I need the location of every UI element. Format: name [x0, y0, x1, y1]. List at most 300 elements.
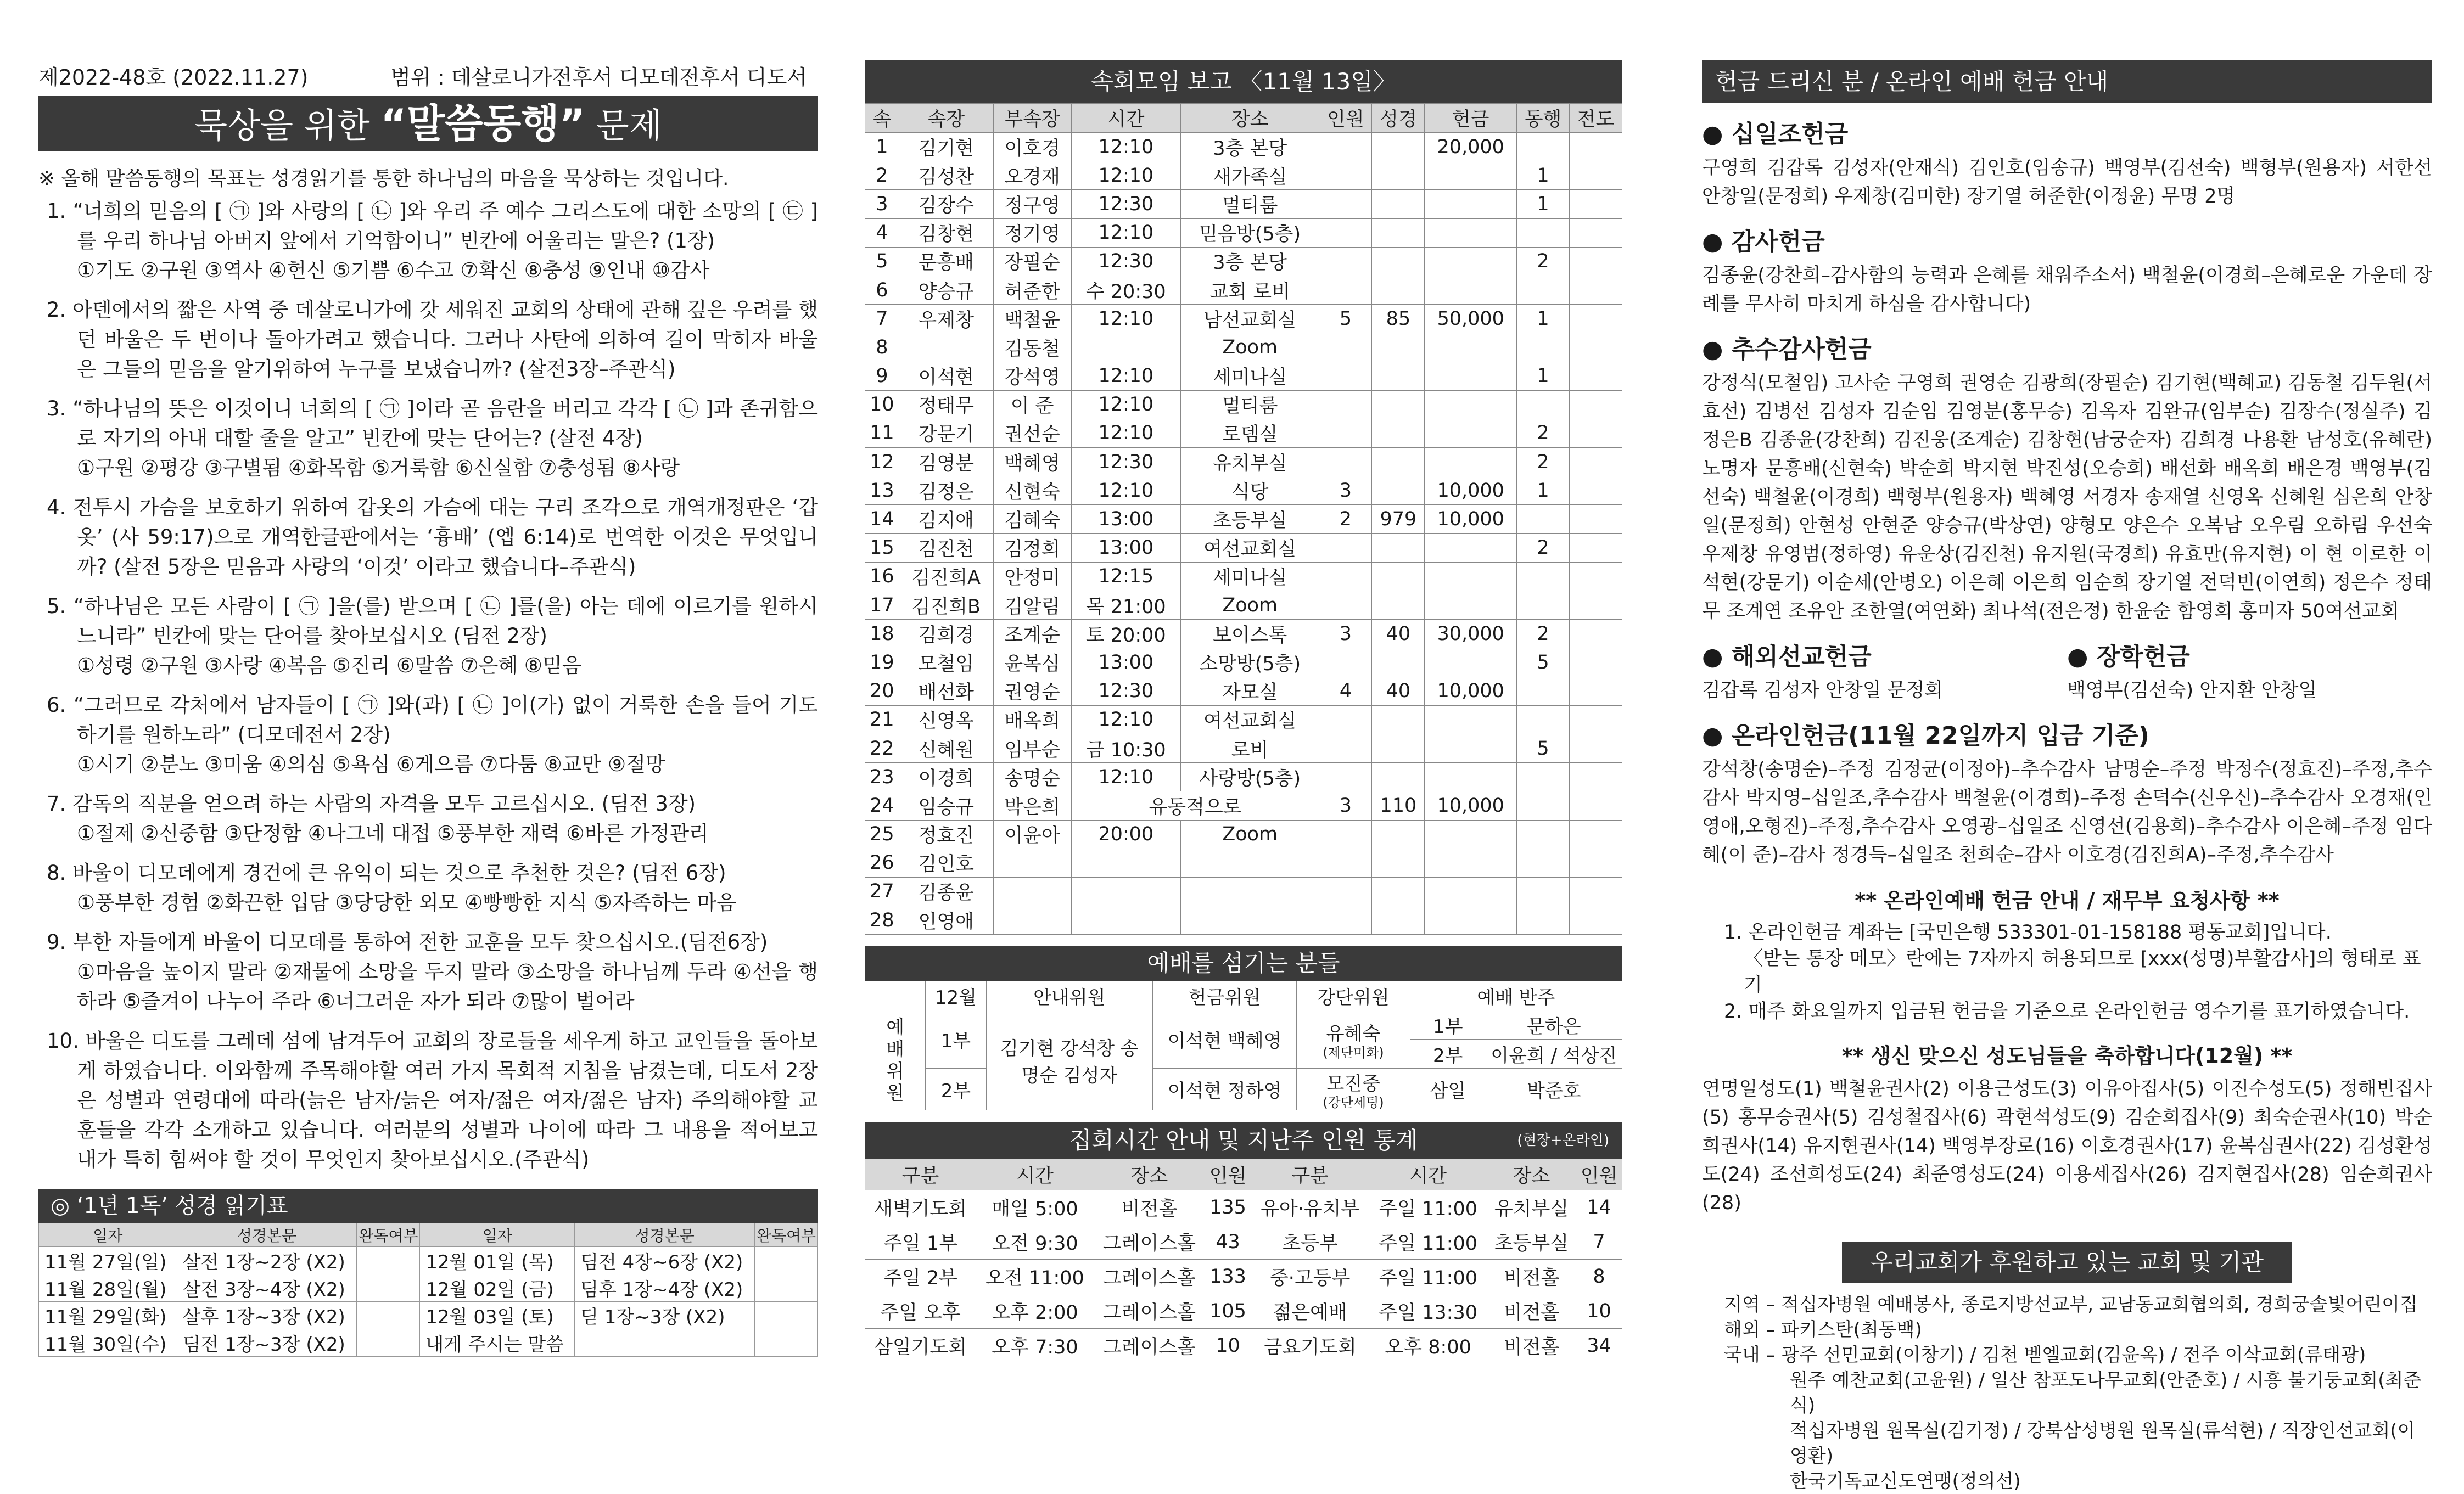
attendance-cell: [1569, 562, 1622, 591]
attendance-cell: [1372, 476, 1425, 505]
stats-cell: 주일 1부: [865, 1225, 976, 1260]
attendance-cell: 새가족실: [1180, 161, 1319, 190]
stats-cell: 주일 11:00: [1369, 1225, 1487, 1260]
offerings-title: 헌금 드리신 분 / 온라인 예배 헌금 안내: [1702, 60, 2432, 103]
question-options: ①시기 ②분노 ③미움 ④의심 ⑤욕심 ⑥게으름 ⑦다툼 ⑧교만 ⑨절망: [77, 752, 665, 776]
attendance-cell: 김지애: [899, 505, 993, 533]
attendance-cell: [1517, 849, 1570, 877]
attendance-cell: 10,000: [1425, 791, 1517, 820]
attendance-title: 속회모임 보고 〈11월 13일〉: [865, 60, 1622, 103]
attendance-cell: 4: [1319, 677, 1372, 705]
stats-header: 시간: [1369, 1159, 1487, 1190]
attendance-cell: 2: [1517, 247, 1570, 276]
servers-leader-2-label: 2부: [1410, 1040, 1486, 1069]
attendance-cell: [1319, 562, 1372, 591]
reading-cell: [357, 1302, 420, 1329]
attendance-cell: 정기영: [993, 218, 1071, 247]
stats-cell: 비전홀: [1094, 1190, 1205, 1225]
stats-cell: 133: [1205, 1260, 1251, 1294]
question-options: ①성령 ②구원 ③사랑 ④복음 ⑤진리 ⑥말씀 ⑦은혜 ⑧믿음: [77, 654, 582, 677]
attendance-row: [865, 190, 1622, 218]
attendance-cell: 85: [1372, 305, 1425, 333]
attendance-cell: 12: [865, 448, 899, 476]
stats-cell: 새벽기도회: [865, 1190, 976, 1225]
question-text: 3. “하나님의 뜻은 이것이니 너희의 [ ㉠ ]이라 곧 음란을 버리고 각각 [ ㉡ ]과 존귀함으로 자기의 아내 대할 줄을 알고” 빈칸에 맞는 단어는? (살전 4장): [47, 397, 818, 450]
attendance-cell: 이석현: [899, 362, 993, 390]
attendance-row: [865, 820, 1622, 849]
attendance-cell: 권영순: [993, 677, 1071, 705]
reading-plan-title: ◎ ‘1년 1독’ 성경 읽기표: [38, 1189, 818, 1223]
question-options: ①구원 ②평강 ③구별됨 ④화목함 ⑤거룩함 ⑥신실함 ⑦충성됨 ⑧사랑: [77, 456, 680, 480]
attendance-cell: [1517, 677, 1570, 705]
stats-header: 인원: [1205, 1159, 1251, 1190]
attendance-cell: 12:10: [1071, 305, 1180, 333]
attendance-cell: [1372, 533, 1425, 562]
stats-cell: 7: [1576, 1225, 1622, 1260]
attendance-row: [865, 591, 1622, 620]
attendance-cell: 30,000: [1425, 620, 1517, 648]
attendance-row: [865, 161, 1622, 190]
attendance-cell: 김희경: [899, 620, 993, 648]
reading-header: 완독여부: [357, 1223, 420, 1247]
attendance-cell: 12:10: [1071, 763, 1180, 791]
attendance-cell: 안정미: [993, 562, 1071, 591]
stats-header: 구분: [1251, 1159, 1369, 1190]
attendance-cell: [1425, 705, 1517, 734]
reading-row: [39, 1274, 818, 1302]
attendance-cell: 2: [1517, 620, 1570, 648]
attendance-cell: 13: [865, 476, 899, 505]
attendance-cell: 김진희A: [899, 562, 993, 591]
attendance-cell: 권선순: [993, 419, 1071, 447]
attendance-cell: [1180, 877, 1319, 906]
attendance-cell: 김동철: [993, 333, 1071, 362]
attendance-header: 인원: [1319, 104, 1372, 133]
attendance-cell: 신현숙: [993, 476, 1071, 505]
attendance-cell: 17: [865, 591, 899, 620]
thanks-names: 김종윤(강찬희–감사함의 능력과 은혜를 채워주소서) 백철윤(이경희–은혜로운 가운데 장례를 무사히 마치게 하심을 감사합니다): [1702, 265, 2432, 315]
stats-cell: 그레이스홀: [1094, 1225, 1205, 1260]
attendance-cell: [1517, 906, 1570, 935]
attendance-row: [865, 533, 1622, 562]
attendance-cell: 세미나실: [1180, 562, 1319, 591]
servers-leader-1-label: 1부: [1410, 1010, 1486, 1040]
stats-cell: 10: [1205, 1329, 1251, 1363]
attendance-cell: [993, 849, 1071, 877]
attendance-cell: 김성찬: [899, 161, 993, 190]
attendance-cell: 40: [1372, 677, 1425, 705]
stats-table: [865, 1159, 1622, 1363]
servers-row-label: 예배위원: [865, 1010, 926, 1110]
attendance-cell: 979: [1372, 505, 1425, 533]
stats-cell: 오전 11:00: [976, 1260, 1094, 1294]
attendance-row: [865, 247, 1622, 276]
attendance-header: 장소: [1180, 104, 1319, 133]
attendance-cell: 5: [865, 247, 899, 276]
reading-cell: 11월 28일(월): [39, 1274, 177, 1302]
attendance-cell: 50,000: [1425, 305, 1517, 333]
attendance-cell: 3: [1319, 620, 1372, 648]
attendance-row: [865, 705, 1622, 734]
attendance-cell: 12:15: [1071, 562, 1180, 591]
attendance-cell: [1425, 247, 1517, 276]
question-text: 4. 전투시 가슴을 보호하기 위하여 갑옷의 가슴에 대는 구리 조각으로 개역개정판은 ‘갑옷’ (사 59:17)으로 개역한글판에서는 ‘흉배’ (엡 6:14)로 번역한 이것은 무엇입니까? (살전 5장은 믿음과 사랑의 ‘이것’ 이라고 했습니다–주관식): [47, 496, 818, 578]
attendance-cell: 금 10:30: [1071, 734, 1180, 762]
attendance-cell: [1517, 877, 1570, 906]
support-title: 우리교회가 후원하고 있는 교회 및 기관: [1842, 1242, 2292, 1283]
reading-row: [39, 1302, 818, 1329]
reading-row: [39, 1247, 818, 1274]
attendance-cell: [1372, 820, 1425, 849]
attendance-row: [865, 648, 1622, 677]
attendance-cell: 믿음방(5층): [1180, 218, 1319, 247]
question-text: 8. 바울이 디모데에게 경건에 큰 유익이 되는 것으로 추천한 것은? (딤전 6장): [47, 861, 726, 885]
stats-cell: 매일 5:00: [976, 1190, 1094, 1225]
attendance-cell: 강문기: [899, 419, 993, 447]
attendance-cell: 2: [865, 161, 899, 190]
attendance-header: 속장: [899, 104, 993, 133]
attendance-cell: [1569, 305, 1622, 333]
attendance-cell: [1319, 763, 1372, 791]
harvest-heading: ● 추수감사헌금: [1702, 335, 1872, 363]
attendance-cell: [1372, 333, 1425, 362]
stats-header: 시간: [976, 1159, 1094, 1190]
attendance-cell: [1425, 533, 1517, 562]
attendance-cell: 모철임: [899, 648, 993, 677]
attendance-cell: [1372, 161, 1425, 190]
question-text: 10. 바울은 디도를 그레데 섬에 남겨두어 교회의 장로들을 세우게 하고 교인들을 돌아보게 하였습니다. 이와함께 주목해야할 여러 가지 목회적 지침을 남겼는데, 디도서 2장은 성별과 연령대에 따라(늙은 남자/늙은 여자/젊은 여자/젊은 남자) 주의해야할 교훈들을 각각 소개하고 있습니다. 여러분의 성별과 나이에 따라 그 내용을 적어보고 내가 특히 힘써야 할 것이 무엇인지 찾아보십시오.(주관식): [47, 1029, 818, 1171]
attendance-cell: 13:00: [1071, 648, 1180, 677]
attendance-cell: [1372, 276, 1425, 304]
attendance-cell: [1569, 791, 1622, 820]
reading-cell: 딤후 1장~4장 (X2): [575, 1274, 755, 1302]
attendance-row: [865, 734, 1622, 762]
attendance-cell: 목 21:00: [1071, 591, 1180, 620]
attendance-cell: [1319, 161, 1372, 190]
attendance-cell: 이윤아: [993, 820, 1071, 849]
stats-cell: 비전홀: [1487, 1260, 1576, 1294]
attendance-cell: 3: [865, 190, 899, 218]
attendance-cell: 110: [1372, 791, 1425, 820]
attendance-cell: 김영분: [899, 448, 993, 476]
attendance-cell: 20: [865, 677, 899, 705]
question-item: [38, 394, 818, 483]
attendance-cell: [1319, 877, 1372, 906]
attendance-cell: 1: [1517, 305, 1570, 333]
attendance-cell: 19: [865, 648, 899, 677]
attendance-cell: [1517, 133, 1570, 161]
attendance-cell: 임승규: [899, 791, 993, 820]
attendance-cell: 1: [1517, 476, 1570, 505]
goal-note: ※ 올해 말씀동행의 목표는 성경읽기를 통한 하나님의 마음을 묵상하는 것입니다.: [38, 167, 729, 190]
servers-pulpit-2: 모진중 (강단세팅): [1297, 1069, 1410, 1110]
attendance-cell: 윤복심: [993, 648, 1071, 677]
stats-row: [865, 1294, 1622, 1329]
attendance-row: [865, 305, 1622, 333]
attendance-cell: [1071, 877, 1180, 906]
attendance-cell: 백철윤: [993, 305, 1071, 333]
attendance-cell: 10,000: [1425, 677, 1517, 705]
stats-cell: 초등부: [1251, 1225, 1369, 1260]
stats-cell: 43: [1205, 1225, 1251, 1260]
attendance-cell: 배옥희: [993, 705, 1071, 734]
attendance-cell: 20:00: [1071, 820, 1180, 849]
attendance-cell: [1180, 849, 1319, 877]
stats-cell: 그레이스홀: [1094, 1260, 1205, 1294]
online-heading: ● 온라인헌금(11월 22일까지 입금 기준): [1702, 722, 2149, 750]
attendance-cell: [1372, 877, 1425, 906]
attendance-cell: 1: [1517, 161, 1570, 190]
attendance-cell: 김진천: [899, 533, 993, 562]
stats-header: 장소: [1487, 1159, 1576, 1190]
attendance-cell: 토 20:00: [1071, 620, 1180, 648]
question-item: [38, 493, 818, 582]
stats-cell: 34: [1576, 1329, 1622, 1363]
attendance-cell: [1372, 419, 1425, 447]
reading-cell: 딤전 1장~3장 (X2): [177, 1329, 357, 1357]
attendance-cell: [1569, 190, 1622, 218]
attendance-cell: 13:00: [1071, 505, 1180, 533]
attendance-cell: 장필순: [993, 247, 1071, 276]
attendance-cell: [1425, 276, 1517, 304]
reading-cell: [575, 1329, 755, 1357]
attendance-cell: [1071, 906, 1180, 935]
reading-cell: [754, 1247, 817, 1274]
support-list: 지역 – 적십자병원 예배봉사, 종로지방선교부, 교남동교회협의회, 경희궁솔빛어린이집 해외 – 파키스탄(최동백) 국내 – 광주 선민교회(이창기) / 김천 벧엘교회(김윤옥) / 전주 이삭교회(류태광) 원주 예찬교회(고윤원) / 일산 참포도나무교회(안준호) / 시흥 불기둥교회(최준식) 적십자병원 원목실(김기정) / 강북삼성병원 원목실(류석현) / 직장인선교회(이영환) 한국기독교신도연맹(정의선): [1724, 1294, 2422, 1492]
attendance-cell: Zoom: [1180, 591, 1319, 620]
attendance-cell: [1569, 620, 1622, 648]
attendance-cell: [1569, 734, 1622, 762]
attendance-cell: [1569, 591, 1622, 620]
attendance-cell: 12:10: [1071, 390, 1180, 419]
attendance-cell: [1425, 820, 1517, 849]
attendance-cell: 백혜영: [993, 448, 1071, 476]
attendance-cell: 초등부실: [1180, 505, 1319, 533]
attendance-cell: [1372, 362, 1425, 390]
attendance-cell: [1517, 562, 1570, 591]
harvest-names: 강정식(모철임) 고사순 구영희 권영순 김광희(장필순) 김기현(백혜교) 김동철 김두원(서효선) 김병선 김성자 김순임 김영분(홍무승) 김옥자 김완규(임부순) 김장수(정실주) 김정은B 김종윤(강찬희) 김진웅(조계순) 김창현(남궁순자) 김희경 나용환 남성호(유혜란) 노명자 문흥배(신현숙) 박순희 박지현 박진성(오승희) 배선화 배옥희 배은경 백영부(김선숙) 백철윤(이경희) 백형부(원용자) 백혜영 서경자 송재열 신영옥 신혜원 심은희 안창일(문정희) 안현성 안현준 양승규(박상연) 양형모 양은수 오복남 오우림 오하림 우선숙 우제창 유영범(정하영) 유운상(김진천) 유지원(국경희) 유효만(유지현) 이 현 이로한 이석현(강문기) 이순세(안병오) 이은혜 이은희 임순희 장기열 전덕빈(이연희) 정은수 정태무 조계연 조유안 조한열(여연화) 최나석(전은정) 한윤순 함영희 홍미자 50여선교회: [1702, 372, 2432, 622]
question-list: [38, 196, 818, 1175]
attendance-cell: [1372, 734, 1425, 762]
attendance-cell: [1319, 218, 1372, 247]
attendance-header: 성경: [1372, 104, 1425, 133]
reading-cell: 살전 3장~4장 (X2): [177, 1274, 357, 1302]
stats-cell: 주일 13:30: [1369, 1294, 1487, 1329]
attendance-cell: 김진희B: [899, 591, 993, 620]
attendance-cell: 이 준: [993, 390, 1071, 419]
reading-header: 성경본문: [177, 1223, 357, 1247]
attendance-cell: [1425, 161, 1517, 190]
attendance-cell: [1372, 705, 1425, 734]
question-item: [38, 1026, 818, 1175]
attendance-row: [865, 677, 1622, 705]
attendance-cell: 5: [1517, 648, 1570, 677]
attendance-cell: 10: [865, 390, 899, 419]
stats-cell: 주일 2부: [865, 1260, 976, 1294]
scholarship-names: 백영부(김선숙) 안지환 안창일: [2067, 679, 2317, 701]
attendance-cell: 12:30: [1071, 677, 1180, 705]
attendance-cell: [1517, 791, 1570, 820]
reading-cell: 11월 29일(화): [39, 1302, 177, 1329]
attendance-cell: [1569, 448, 1622, 476]
thanks-heading: ● 감사헌금: [1702, 228, 1825, 256]
question-item: [38, 592, 818, 681]
stats-cell: 10: [1576, 1294, 1622, 1329]
attendance-cell: [1372, 390, 1425, 419]
stats-cell: 8: [1576, 1260, 1622, 1294]
stats-row: [865, 1260, 1622, 1294]
attendance-cell: [1372, 218, 1425, 247]
issue-number: 제2022-48호 (2022.11.27): [38, 65, 309, 89]
attendance-cell: 40: [1372, 620, 1425, 648]
reading-cell: [754, 1329, 817, 1357]
stats-row: [865, 1329, 1622, 1363]
attendance-cell: [1517, 591, 1570, 620]
attendance-cell: [1319, 849, 1372, 877]
attendance-cell: 유치부실: [1180, 448, 1319, 476]
attendance-cell: [1372, 562, 1425, 591]
attendance-cell: 로비: [1180, 734, 1319, 762]
attendance-cell: 8: [865, 333, 899, 362]
attendance-cell: [993, 906, 1071, 935]
reading-header: 성경본문: [575, 1223, 755, 1247]
attendance-cell: 6: [865, 276, 899, 304]
attendance-cell: 10,000: [1425, 505, 1517, 533]
attendance-cell: [1425, 362, 1517, 390]
attendance-row: [865, 620, 1622, 648]
attendance-row: [865, 791, 1622, 820]
attendance-row: [865, 505, 1622, 533]
attendance-header: 헌금: [1425, 104, 1517, 133]
reading-cell: 딛 1장~3장 (X2): [575, 1302, 755, 1329]
attendance-cell: [1569, 476, 1622, 505]
issue-line: [38, 60, 818, 96]
attendance-cell: [1319, 276, 1372, 304]
question-item: [38, 928, 818, 1016]
attendance-cell: [1569, 533, 1622, 562]
servers-leader-1: 문하은: [1486, 1010, 1622, 1040]
stats-cell: 주일 11:00: [1369, 1190, 1487, 1225]
attendance-header: 시간: [1071, 104, 1180, 133]
attendance-cell: [1372, 849, 1425, 877]
attendance-cell: 사랑방(5층): [1180, 763, 1319, 791]
attendance-header: 속: [865, 104, 899, 133]
attendance-cell: 김혜숙: [993, 505, 1071, 533]
reading-plan-table: [38, 1223, 818, 1357]
attendance-cell: [1569, 218, 1622, 247]
attendance-cell: [1569, 763, 1622, 791]
stats-cell: 금요기도회: [1251, 1329, 1369, 1363]
attendance-cell: 여선교회실: [1180, 533, 1319, 562]
quiz-column: [38, 60, 818, 1357]
attendance-cell: [1569, 161, 1622, 190]
attendance-cell: [1319, 333, 1372, 362]
attendance-cell: [1569, 906, 1622, 935]
servers-part1: 1부: [926, 1010, 986, 1069]
attendance-cell: [1425, 877, 1517, 906]
attendance-cell: [1517, 820, 1570, 849]
attendance-row: [865, 906, 1622, 935]
attendance-cell: [1569, 247, 1622, 276]
attendance-row: [865, 133, 1622, 161]
attendance-cell: 4: [865, 218, 899, 247]
attendance-cell: 교회 로비: [1180, 276, 1319, 304]
offerings-column: [1702, 60, 2432, 1494]
attendance-cell: 5: [1319, 305, 1372, 333]
stats-cell: 135: [1205, 1190, 1251, 1225]
stats-row: [865, 1225, 1622, 1260]
question-text: 6. “그러므로 각처에서 남자들이 [ ㉠ ]와(과) [ ㉡ ]이(가) 없이 거룩한 손을 들어 기도하기를 원하노라” (디모데전서 2장): [47, 693, 818, 746]
attendance-cell: 1: [865, 133, 899, 161]
attendance-cell: 김기현: [899, 133, 993, 161]
attendance-cell: 강석영: [993, 362, 1071, 390]
attendance-cell: 1: [1517, 362, 1570, 390]
tithe-names: 구영희 김갑록 김성자(안재식) 김인호(임송규) 백영부(김선숙) 백형부(원용자) 서한선 안창일(문정희) 우제창(김미한) 장기열 허준한(이정윤) 무명 2명: [1702, 157, 2432, 207]
attendance-cell: [1372, 906, 1425, 935]
attendance-cell: [1319, 906, 1372, 935]
attendance-cell: [1319, 419, 1372, 447]
servers-guide: 김기현 강석창 송명순 김성자: [986, 1010, 1152, 1110]
attendance-cell: 보이스톡: [1180, 620, 1319, 648]
attendance-cell: [1569, 276, 1622, 304]
attendance-cell: [1517, 390, 1570, 419]
attendance-cell: 정태무: [899, 390, 993, 419]
attendance-cell: [1372, 448, 1425, 476]
question-options: ①풍부한 경험 ②화끈한 입담 ③당당한 외모 ④빵빵한 지식 ⑤자족하는 마음: [77, 891, 736, 914]
attendance-cell: 이호경: [993, 133, 1071, 161]
attendance-cell: [1425, 218, 1517, 247]
stats-row: [865, 1190, 1622, 1225]
attendance-cell: [1319, 705, 1372, 734]
attendance-cell: [1372, 591, 1425, 620]
attendance-row: [865, 218, 1622, 247]
attendance-cell: 인영애: [899, 906, 993, 935]
attendance-cell: 12:30: [1071, 190, 1180, 218]
question-options: ①기도 ②구원 ③역사 ④헌신 ⑤기쁨 ⑥수고 ⑦확신 ⑧충성 ⑨인내 ⑩감사: [77, 259, 710, 282]
attendance-row: [865, 763, 1622, 791]
reading-cell: 살후 1장~3장 (X2): [177, 1302, 357, 1329]
attendance-cell: Zoom: [1180, 333, 1319, 362]
attendance-cell: 15: [865, 533, 899, 562]
attendance-cell: 박은희: [993, 791, 1071, 820]
reading-header: 완독여부: [754, 1223, 817, 1247]
attendance-cell: [1569, 677, 1622, 705]
attendance-cell: 21: [865, 705, 899, 734]
attendance-cell: [1517, 276, 1570, 304]
attendance-cell: 20,000: [1425, 133, 1517, 161]
stats-cell: 그레이스홀: [1094, 1329, 1205, 1363]
attendance-cell: 소망방(5층): [1180, 648, 1319, 677]
attendance-cell: 조계순: [993, 620, 1071, 648]
attendance-cell: 정효진: [899, 820, 993, 849]
reading-cell: [357, 1274, 420, 1302]
attendance-cell: [1569, 505, 1622, 533]
scholarship-heading: ● 장학헌금: [2067, 643, 2190, 671]
question-text: 2. 아덴에서의 짧은 사역 중 데살로니가에 갓 세워진 교회의 상태에 관해 깊은 우려를 했던 바울은 두 번이나 돌아가려고 했습니다. 그러나 사탄에 의하여 길이 막히자 바울은 그들의 믿음을 알기위하여 누구를 보냈습니까? (살전3장–주관식): [47, 298, 818, 381]
attendance-cell: [1319, 390, 1372, 419]
attendance-row: [865, 390, 1622, 419]
attendance-cell: [1425, 591, 1517, 620]
attendance-header: 부속장: [993, 104, 1071, 133]
attendance-header: 동행: [1517, 104, 1570, 133]
attendance-cell: [1319, 591, 1372, 620]
attendance-cell: 멀티룸: [1180, 190, 1319, 218]
stats-cell: 오후 8:00: [1369, 1329, 1487, 1363]
servers-pulpit-header: 강단위원: [1297, 981, 1410, 1010]
stats-cell: 오후 7:30: [976, 1329, 1094, 1363]
attendance-cell: 유동적으로: [1071, 791, 1319, 820]
attendance-cell: Zoom: [1180, 820, 1319, 849]
